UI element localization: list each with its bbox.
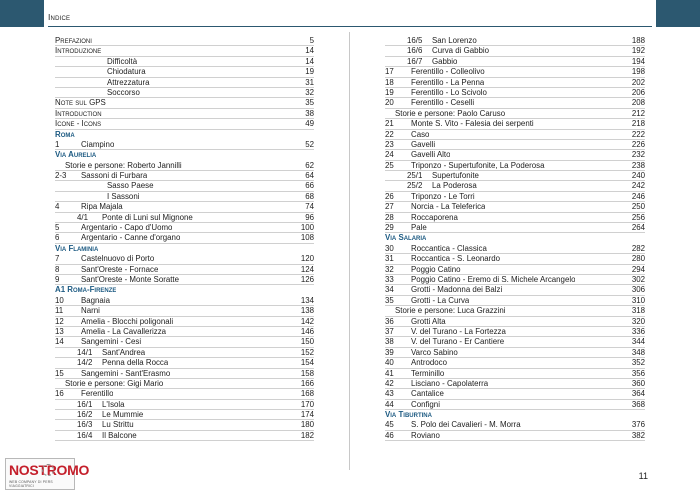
entry-number: 24 (385, 150, 394, 160)
entry-title: La Poderosa (432, 181, 477, 191)
entry-title: Penna della Rocca (102, 358, 169, 368)
entry-number: 14/1 (77, 347, 93, 357)
entry-number: 36 (385, 316, 394, 326)
entry-number: 12 (55, 316, 64, 326)
toc-entry[interactable] (55, 337, 314, 347)
entry-number: 16/4 (77, 430, 93, 440)
entry-number: 6 (55, 233, 60, 243)
entry-page: 170 (300, 399, 314, 409)
entry-page: 368 (631, 399, 645, 409)
page-header: Indice (48, 12, 71, 22)
entry-page: 66 (305, 181, 314, 191)
entry-page: 364 (631, 389, 645, 399)
entry-page: 352 (631, 358, 645, 368)
toc-entry[interactable] (55, 233, 314, 243)
entry-title: V. del Turano - La Fortezza (411, 326, 506, 336)
entry-page: 280 (631, 254, 645, 264)
entry-number: 25 (385, 160, 394, 170)
entry-title: Introduction (55, 108, 102, 118)
entry-title: Bagnaia (81, 295, 110, 305)
toc-section-heading (55, 150, 314, 160)
toc-front-entry[interactable] (55, 46, 314, 56)
toc-entry[interactable] (385, 327, 645, 337)
entry-number: 15 (55, 368, 64, 378)
toc-subentry[interactable] (385, 181, 645, 191)
toc-front-entry[interactable] (55, 36, 314, 46)
toc-entry[interactable] (385, 400, 645, 410)
entry-title: Attrezzatura (107, 77, 150, 87)
entry-title: Lisciano - Capolaterra (411, 378, 489, 388)
toc-entry[interactable] (385, 119, 645, 129)
entry-title: Sant'Andrea (102, 347, 146, 357)
toc-entry[interactable] (55, 181, 314, 191)
entry-page: 62 (305, 160, 314, 170)
entry-page: 208 (631, 98, 645, 108)
toc-section-heading (55, 285, 314, 295)
toc-subentry[interactable] (55, 213, 314, 223)
entry-title: Gabbio (432, 56, 458, 66)
entry-number: 8 (55, 264, 60, 274)
entry-number: 14 (55, 337, 64, 347)
toc-entry[interactable] (385, 358, 645, 368)
entry-number: 27 (385, 202, 394, 212)
entry-title: L'Isola (102, 399, 125, 409)
toc-story-entry[interactable] (385, 306, 645, 316)
entry-page: 256 (631, 212, 645, 222)
entry-number: 14/2 (77, 358, 93, 368)
entry-number: 25/2 (407, 181, 423, 191)
entry-page: 318 (631, 306, 645, 316)
corner-tab-right (656, 0, 700, 27)
toc-entry[interactable] (385, 78, 645, 88)
entry-number: 16/1 (77, 399, 93, 409)
toc-entry[interactable] (385, 431, 645, 441)
toc-entry[interactable] (55, 389, 314, 399)
entry-number: 31 (385, 254, 394, 264)
entry-page: 348 (631, 347, 645, 357)
entry-title: Ferentillo - Ceselli (411, 98, 475, 108)
entry-number: 16/6 (407, 46, 423, 56)
toc-subentry[interactable] (385, 36, 645, 46)
entry-page: 52 (305, 139, 314, 149)
toc-entry[interactable] (385, 244, 645, 254)
toc-entry[interactable] (385, 337, 645, 347)
entry-title: Storie e persone: Gigi Mario (65, 378, 164, 388)
entry-title: Pale (411, 223, 427, 233)
entry-title: Gavelli Alto (411, 150, 451, 160)
entry-title: Caso (411, 129, 430, 139)
section-title: Via Flaminia (55, 243, 99, 253)
toc-entry[interactable] (55, 296, 314, 306)
entry-page: 14 (305, 56, 314, 66)
entry-page: 376 (631, 420, 645, 430)
entry-number: 18 (385, 77, 394, 87)
entry-page: 150 (300, 337, 314, 347)
entry-title: Sant'Oreste - Fornace (81, 264, 159, 274)
entry-page: 14 (305, 46, 314, 56)
entry-page: 206 (631, 87, 645, 97)
entry-number: 34 (385, 285, 394, 295)
toc-subentry[interactable] (55, 400, 314, 410)
toc-entry[interactable] (385, 223, 645, 233)
entry-title: Ferentillo - La Penna (411, 77, 485, 87)
toc-entry[interactable] (55, 140, 314, 150)
toc-subentry[interactable] (385, 57, 645, 67)
entry-title: Difficoltà (107, 56, 138, 66)
entry-title: Varco Sabino (411, 347, 458, 357)
entry-title: Configni (411, 399, 440, 409)
entry-page: 100 (300, 223, 314, 233)
toc-entry[interactable] (55, 171, 314, 181)
entry-page: 32 (305, 87, 314, 97)
toc-section-heading (385, 233, 645, 243)
toc-entry[interactable] (55, 67, 314, 77)
entry-title: Note sul GPS (55, 98, 106, 108)
entry-title: Ripa Majala (81, 202, 123, 212)
logo-tagline: WEB COMPANY DI PERS VIAGGIATRICI (9, 480, 53, 488)
section-title: Via Salaria (385, 233, 427, 243)
entry-page: 212 (631, 108, 645, 118)
toc-subentry[interactable] (385, 171, 645, 181)
entry-title: Ponte di Luni sul Mignone (102, 212, 193, 222)
entry-page: 96 (305, 212, 314, 222)
entry-title: Gavelli (411, 139, 436, 149)
entry-page: 232 (631, 150, 645, 160)
toc-entry[interactable] (55, 317, 314, 327)
toc-entry[interactable] (385, 379, 645, 389)
entry-number: 13 (55, 326, 64, 336)
entry-number: 23 (385, 139, 394, 149)
entry-title: Storie e persone: Paolo Caruso (395, 108, 506, 118)
entry-title: I Sassoni (107, 191, 140, 201)
entry-page: 222 (631, 129, 645, 139)
toc-subentry[interactable] (55, 358, 314, 368)
section-title: Via Tiburtina (385, 410, 432, 420)
entry-title: Lu Strittu (102, 420, 134, 430)
entry-number: 30 (385, 243, 394, 253)
entry-page: 218 (631, 119, 645, 129)
toc-section-heading (385, 410, 645, 420)
entry-page: 202 (631, 77, 645, 87)
entry-title: Supertufonite (432, 171, 479, 181)
entry-page: 382 (631, 430, 645, 440)
entry-title: Triponzo - Supertufonite, La Poderosa (411, 160, 545, 170)
entry-page: 182 (300, 430, 314, 440)
section-title: Roma (55, 129, 75, 139)
toc-story-entry[interactable] (55, 161, 314, 171)
toc-entry[interactable] (385, 275, 645, 285)
entry-title: Grotti - Madonna dei Balzi (411, 285, 503, 295)
entry-page: 49 (305, 119, 314, 129)
entry-title: Icone - Icons (55, 119, 102, 129)
entry-title: Sangemini - Sant'Erasmo (81, 368, 171, 378)
entry-page: 192 (631, 46, 645, 56)
entry-page: 282 (631, 243, 645, 253)
entry-number: 5 (55, 223, 60, 233)
entry-title: Ciampino (81, 139, 115, 149)
toc-right-column (385, 36, 645, 441)
entry-title: Castelnuovo di Porto (81, 254, 155, 264)
entry-title: Triponzo - Le Torri (411, 191, 475, 201)
entry-page: 320 (631, 316, 645, 326)
entry-title: Antrodoco (411, 358, 447, 368)
entry-page: 74 (305, 202, 314, 212)
entry-title: S. Polo dei Cavalieri - M. Morra (411, 420, 521, 430)
toc-entry[interactable] (385, 192, 645, 202)
entry-number: 21 (385, 119, 394, 129)
entry-number: 4/1 (77, 212, 88, 222)
entry-number: 9 (55, 274, 60, 284)
entry-title: Roccaporena (411, 212, 458, 222)
entry-page: 19 (305, 67, 314, 77)
entry-page: 142 (300, 316, 314, 326)
entry-page: 154 (300, 358, 314, 368)
entry-page: 306 (631, 285, 645, 295)
entry-page: 240 (631, 171, 645, 181)
entry-number: 10 (55, 295, 64, 305)
toc-entry[interactable] (385, 98, 645, 108)
toc-entry[interactable] (55, 78, 314, 88)
entry-number: 37 (385, 326, 394, 336)
entry-title: San Lorenzo (432, 36, 477, 45)
header-rule (48, 26, 652, 27)
entry-page: 31 (305, 77, 314, 87)
entry-page: 180 (300, 420, 314, 430)
toc-entry[interactable] (385, 202, 645, 212)
entry-title: Sant'Oreste - Monte Soratte (81, 274, 179, 284)
entry-title: Cantalice (411, 389, 444, 399)
toc-entry[interactable] (385, 130, 645, 140)
entry-title: Roviano (411, 430, 440, 440)
entry-title: Poggio Catino - Eremo di S. Michele Arcangelo (411, 274, 576, 284)
entry-page: 124 (300, 264, 314, 274)
entry-number: 16/2 (77, 410, 93, 420)
entry-number: 17 (385, 67, 394, 77)
entry-number: 22 (385, 129, 394, 139)
toc-entry[interactable] (385, 420, 645, 430)
entry-page: 188 (631, 36, 645, 45)
entry-title: Sasso Paese (107, 181, 154, 191)
entry-title: Soccorso (107, 87, 140, 97)
toc-subentry[interactable] (55, 410, 314, 420)
toc-entry[interactable] (385, 67, 645, 77)
toc-entry[interactable] (55, 192, 314, 202)
entry-title: Poggio Catino (411, 264, 461, 274)
toc-entry[interactable] (55, 88, 314, 98)
entry-number: 7 (55, 254, 60, 264)
entry-title: Chiodatura (107, 67, 146, 77)
entry-number: 1 (55, 139, 60, 149)
entry-title: Le Mummie (102, 410, 144, 420)
entry-page: 336 (631, 326, 645, 336)
entry-title: Sangemini - Cesi (81, 337, 142, 347)
entry-page: 120 (300, 254, 314, 264)
entry-page: 194 (631, 56, 645, 66)
entry-number: 16/7 (407, 56, 423, 66)
entry-title: Ferentillo - Colleolivo (411, 67, 485, 77)
entry-number: 44 (385, 399, 394, 409)
toc-entry[interactable] (55, 275, 314, 285)
entry-title: Storie e persone: Luca Grazzini (395, 306, 506, 316)
entry-number: 20 (385, 98, 394, 108)
toc-entry[interactable] (385, 213, 645, 223)
entry-page: 68 (305, 191, 314, 201)
entry-number: 16/3 (77, 420, 93, 430)
entry-page: 166 (300, 378, 314, 388)
entry-number: 43 (385, 389, 394, 399)
section-title: A1 Roma-Firenze (55, 285, 117, 295)
entry-title: Argentario - Canne d'organo (81, 233, 181, 243)
toc-entry[interactable] (55, 306, 314, 316)
entry-number: 32 (385, 264, 394, 274)
toc-subentry[interactable] (385, 46, 645, 56)
entry-number: 16/5 (407, 36, 423, 45)
entry-page: 174 (300, 410, 314, 420)
entry-number: 4 (55, 202, 60, 212)
entry-page: 356 (631, 368, 645, 378)
toc-entry[interactable] (55, 369, 314, 379)
toc-section-heading (55, 130, 314, 140)
entry-page: 360 (631, 378, 645, 388)
entry-title: Argentario - Capo d'Uomo (81, 223, 173, 233)
toc-front-entry[interactable] (55, 109, 314, 119)
entry-page: 152 (300, 347, 314, 357)
toc-entry[interactable] (385, 150, 645, 160)
entry-number: 29 (385, 223, 394, 233)
entry-page: 168 (300, 389, 314, 399)
entry-title: Grotti - La Curva (411, 295, 470, 305)
entry-page: 138 (300, 306, 314, 316)
entry-page: 5 (309, 36, 314, 45)
entry-page: 294 (631, 264, 645, 274)
entry-number: 11 (55, 306, 64, 316)
entry-number: 19 (385, 87, 394, 97)
toc-entry[interactable] (385, 389, 645, 399)
entry-number: 38 (385, 337, 394, 347)
toc-subentry[interactable] (55, 348, 314, 358)
toc-front-entry[interactable] (55, 98, 314, 108)
entry-title: Terminillo (411, 368, 445, 378)
entry-page: 38 (305, 108, 314, 118)
entry-number: 25/1 (407, 171, 423, 181)
entry-title: Grotti Alta (411, 316, 446, 326)
toc-subentry[interactable] (55, 420, 314, 430)
entry-title: Roccantica - S. Leonardo (411, 254, 501, 264)
entry-page: 250 (631, 202, 645, 212)
entry-page: 310 (631, 295, 645, 305)
toc-entry[interactable] (55, 57, 314, 67)
entry-title: V. del Turano - Er Cantiere (411, 337, 505, 347)
entry-number: 40 (385, 358, 394, 368)
entry-page: 35 (305, 98, 314, 108)
corner-tab-left (0, 0, 44, 27)
section-title: Via Aurelia (55, 150, 97, 160)
toc-entry[interactable] (385, 265, 645, 275)
entry-page: 158 (300, 368, 314, 378)
toc-entry[interactable] (385, 348, 645, 358)
entry-page: 344 (631, 337, 645, 347)
entry-page: 146 (300, 326, 314, 336)
entry-number: 39 (385, 347, 394, 357)
entry-title: Il Balcone (102, 430, 137, 440)
entry-number: 2-3 (55, 171, 67, 181)
toc-entry[interactable] (385, 285, 645, 295)
toc-entry[interactable] (55, 254, 314, 264)
entry-page: 134 (300, 295, 314, 305)
entry-page: 198 (631, 67, 645, 77)
entry-number: 41 (385, 368, 394, 378)
entry-title: Monte S. Vito - Falesia dei serpenti (411, 119, 534, 129)
entry-page: 64 (305, 171, 314, 181)
entry-page: 246 (631, 191, 645, 201)
entry-page: 242 (631, 181, 645, 191)
entry-title: Ferentillo - Lo Scivolo (411, 87, 487, 97)
entry-number: 28 (385, 212, 394, 222)
entry-title: Amelia - Blocchi poligonali (81, 316, 174, 326)
entry-title: Ferentillo (81, 389, 114, 399)
entry-title: Sassoni di Furbara (81, 171, 148, 181)
toc-section-heading (55, 244, 314, 254)
entry-page: 108 (300, 233, 314, 243)
toc-entry[interactable] (385, 369, 645, 379)
entry-page: 302 (631, 274, 645, 284)
toc-entry[interactable] (55, 202, 314, 212)
entry-number: 42 (385, 378, 394, 388)
entry-page: 238 (631, 160, 645, 170)
toc-front-entry[interactable] (55, 119, 314, 129)
toc-entry[interactable] (55, 327, 314, 337)
toc-entry[interactable] (385, 88, 645, 98)
page-number: 11 (638, 471, 648, 481)
entry-title: Introduzione (55, 46, 102, 56)
toc-entry[interactable] (385, 254, 645, 264)
toc-story-entry[interactable] (385, 109, 645, 119)
entry-number: 26 (385, 191, 394, 201)
toc-entry[interactable] (385, 140, 645, 150)
toc-entry[interactable] (55, 265, 314, 275)
entry-number: 33 (385, 274, 394, 284)
entry-number: 45 (385, 420, 394, 430)
toc-left-column (55, 36, 314, 441)
entry-title: Narni (81, 306, 100, 316)
toc-entry[interactable] (385, 161, 645, 171)
toc-story-entry[interactable] (55, 379, 314, 389)
entry-page: 126 (300, 274, 314, 284)
entry-page: 264 (631, 223, 645, 233)
logo-wordmark: NOSTROMO (9, 462, 90, 478)
toc-entry[interactable] (385, 296, 645, 306)
entry-title: Roccantica - Classica (411, 243, 487, 253)
entry-title: Prefazioni (55, 36, 92, 45)
toc-subentry[interactable] (55, 431, 314, 441)
toc-entry[interactable] (385, 317, 645, 327)
toc-entry[interactable] (55, 223, 314, 233)
entry-number: 46 (385, 430, 394, 440)
entry-title: Storie e persone: Roberto Jannilli (65, 160, 182, 170)
entry-title: Norcia - La Teleferica (411, 202, 486, 212)
entry-page: 226 (631, 139, 645, 149)
gutter-rule (349, 32, 350, 470)
nostromo-logo (5, 458, 90, 490)
entry-number: 35 (385, 295, 394, 305)
entry-number: 16 (55, 389, 64, 399)
logo-ring-icon (42, 464, 54, 476)
entry-title: Amelia - La Cavallerizza (81, 326, 167, 336)
entry-title: Curva di Gabbio (432, 46, 490, 56)
